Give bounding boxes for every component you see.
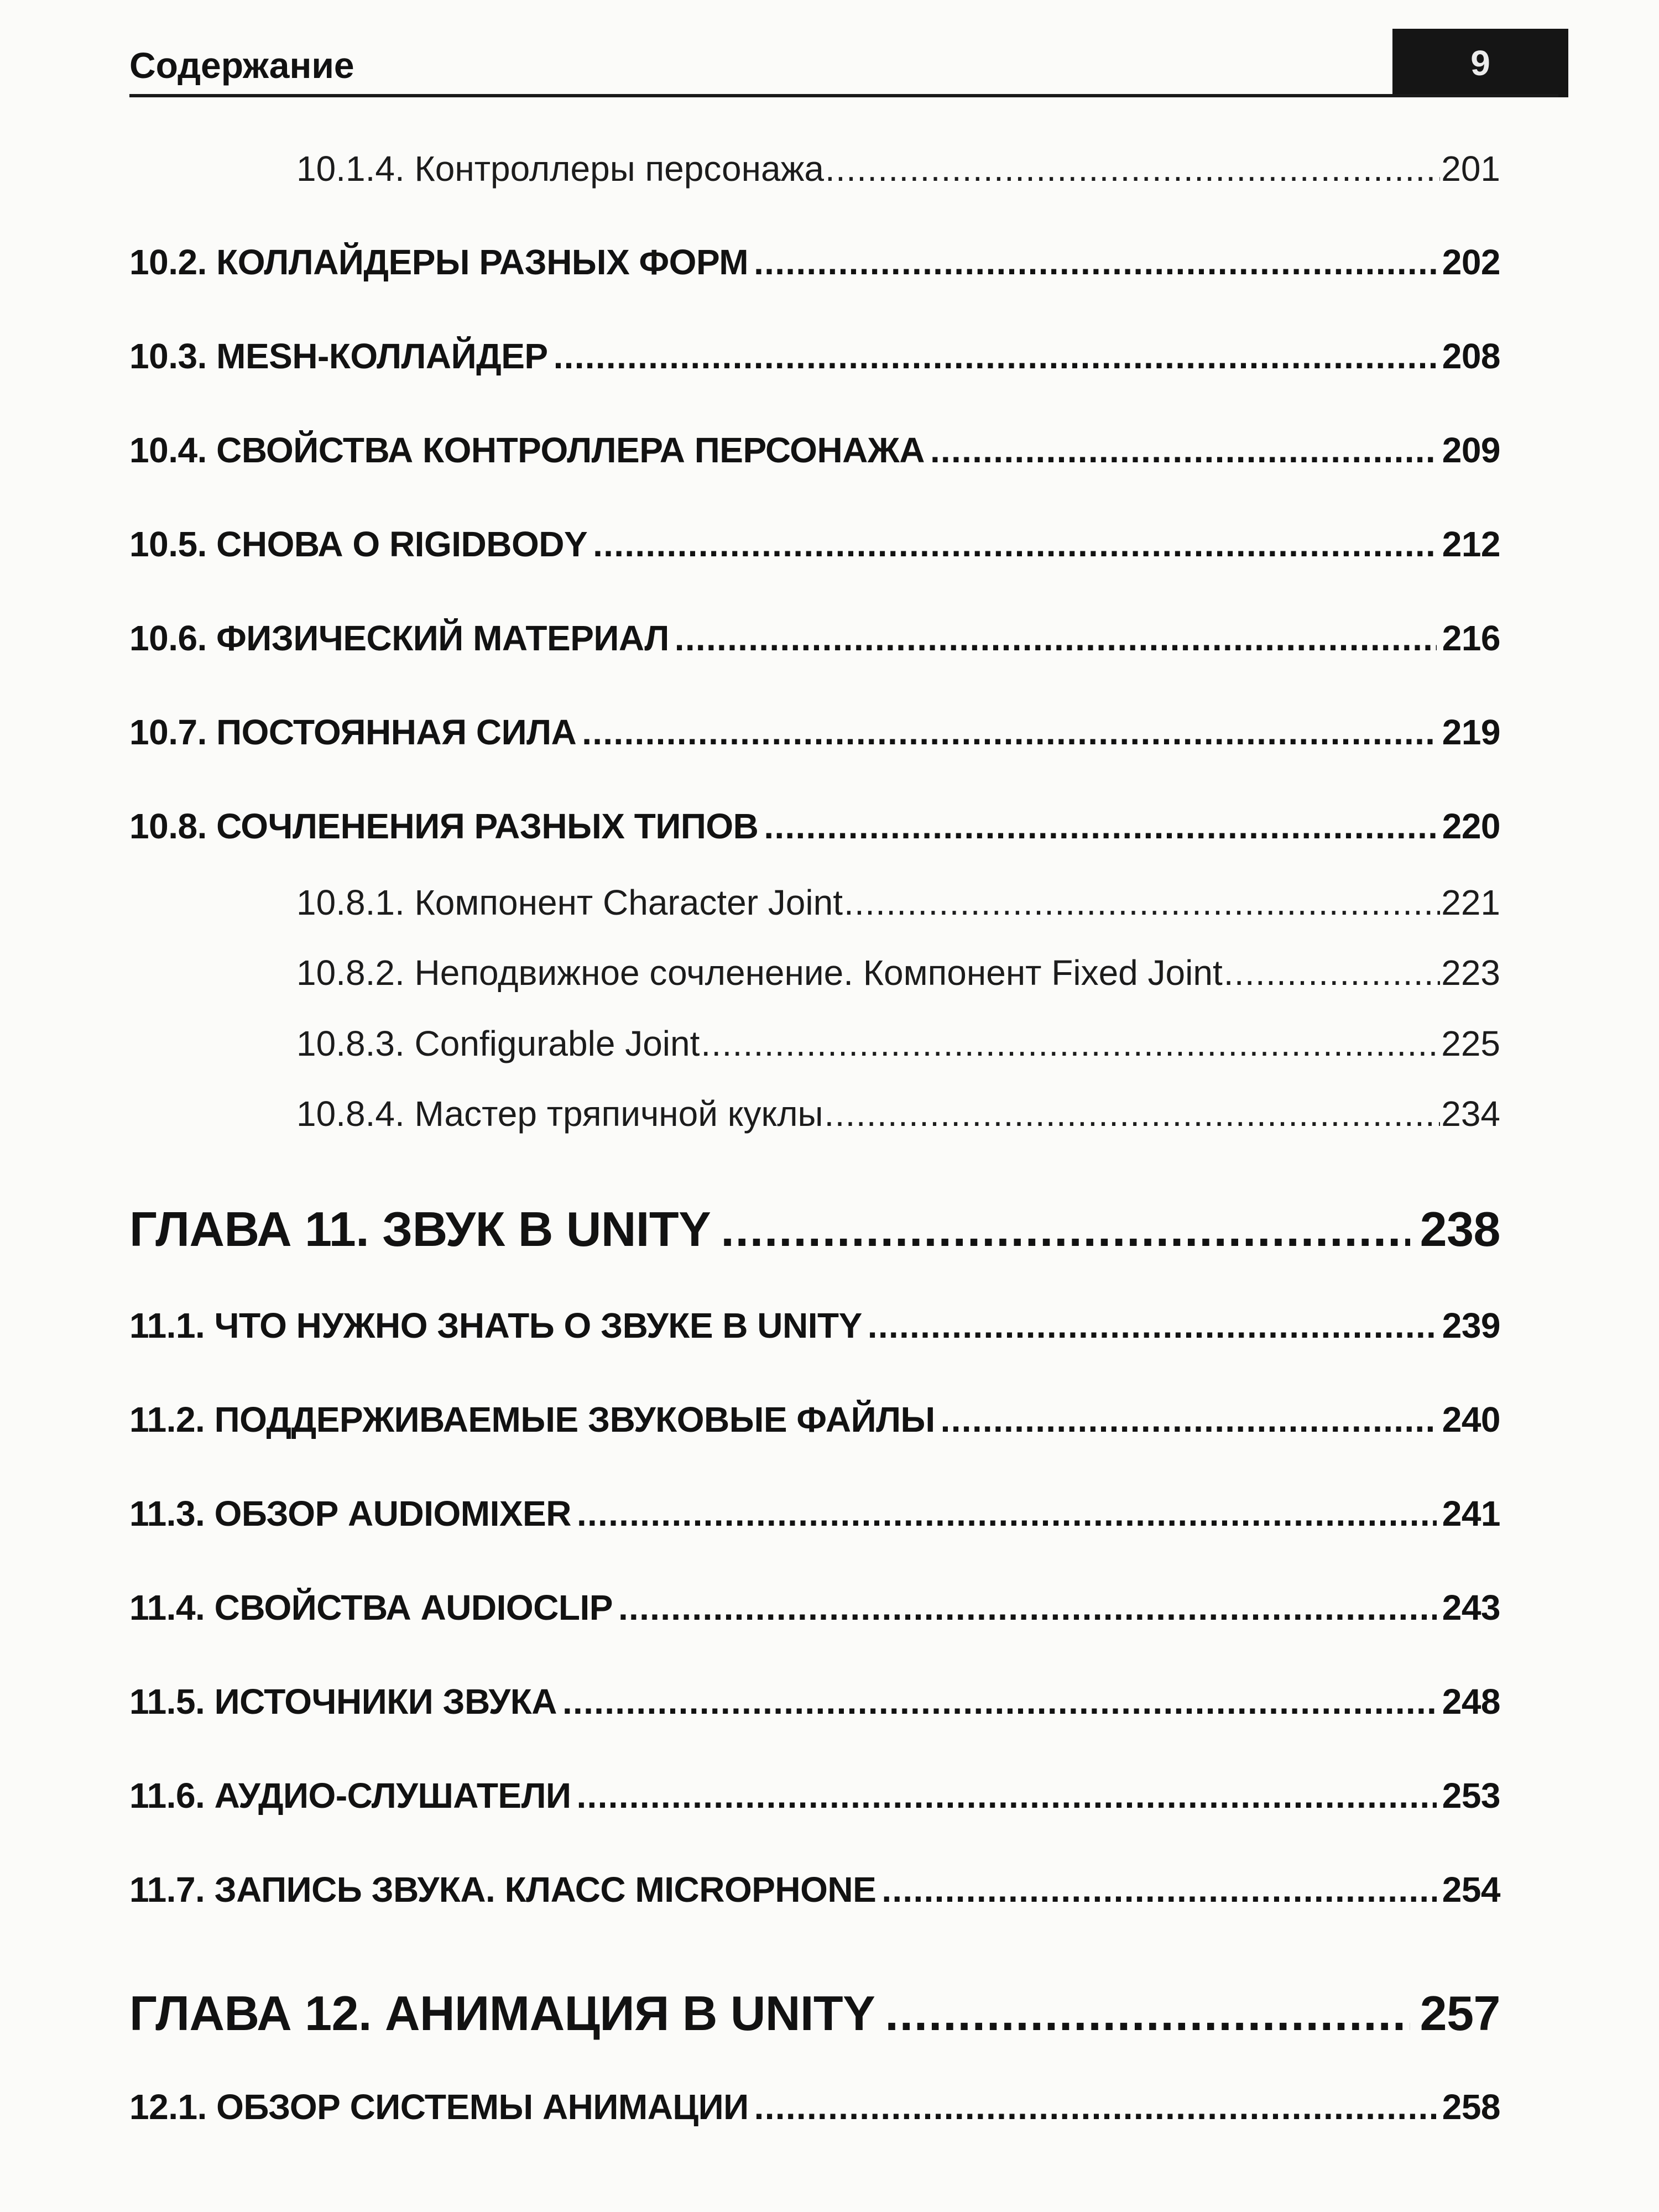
toc-entry-page: 212 xyxy=(1442,524,1500,564)
toc-entry-page: 248 xyxy=(1442,1682,1500,1721)
dot-leader xyxy=(754,242,1437,283)
toc-entry-section xyxy=(129,806,1500,847)
dot-leader xyxy=(844,882,1440,923)
toc-entry-section xyxy=(129,2086,1500,2127)
toc-entry-subsection xyxy=(296,1093,1500,1134)
dot-leader xyxy=(754,2086,1437,2127)
dot-leader xyxy=(582,712,1436,753)
dot-leader xyxy=(941,1399,1437,1440)
header-rule xyxy=(129,94,1558,97)
dot-leader xyxy=(721,1201,1410,1258)
toc-entry-page: 243 xyxy=(1442,1588,1500,1627)
toc-entry-title: 10.7. ПОСТОЯННАЯ СИЛА xyxy=(129,712,577,752)
toc-entry-page: 234 xyxy=(1441,1094,1500,1134)
page-number-box xyxy=(1392,29,1568,97)
toc-entry-section xyxy=(129,1399,1500,1440)
toc-entry-chapter xyxy=(129,1985,1500,2042)
toc-entry-title: ГЛАВА 12. АНИМАЦИЯ В UNITY xyxy=(129,1986,875,2041)
toc-entry-page: 221 xyxy=(1441,883,1500,922)
toc-entry-page: 201 xyxy=(1441,149,1500,189)
page-number: 9 xyxy=(1470,43,1490,83)
toc-entry-title: 11.7. ЗАПИСЬ ЗВУКА. КЛАСС MICROPHONE xyxy=(129,1870,877,1910)
toc-entry-title: ГЛАВА 11. ЗВУК В UNITY xyxy=(129,1202,711,1256)
dot-leader xyxy=(618,1587,1437,1628)
toc-entry-title: 12.1. ОБЗОР СИСТЕМЫ АНИМАЦИИ xyxy=(129,2087,749,2127)
toc-entry-page: 216 xyxy=(1442,618,1500,658)
toc-entry-section xyxy=(129,1493,1500,1534)
dot-leader xyxy=(881,1869,1436,1910)
toc-entry-page: 223 xyxy=(1441,953,1500,993)
dot-leader xyxy=(825,148,1440,189)
dot-leader xyxy=(562,1681,1437,1722)
toc-entry-title: 10.8.1. Компонент Character Joint xyxy=(296,883,843,922)
toc-entry-page: 240 xyxy=(1442,1400,1500,1439)
toc-entry-page: 202 xyxy=(1442,242,1500,282)
dot-leader xyxy=(885,1985,1410,2042)
toc-entry-title: 11.4. СВОЙСТВА AUDIOCLIP xyxy=(129,1588,613,1627)
toc-entry-title: 10.8.2. Неподвижное сочленение. Компонент Fixed Joint xyxy=(296,953,1223,993)
toc-entry-chapter xyxy=(129,1201,1500,1258)
toc-entry-title: 10.1.4. Контроллеры персонажа xyxy=(296,149,824,189)
toc-entry-page: 209 xyxy=(1442,430,1500,470)
toc-entry-subsection xyxy=(296,952,1500,993)
toc-entry-section xyxy=(129,618,1500,659)
toc-entry-title: 11.2. ПОДДЕРЖИВАЕМЫЕ ЗВУКОВЫЕ ФАЙЛЫ xyxy=(129,1400,935,1439)
toc-entry-section xyxy=(129,712,1500,753)
toc-entry-section xyxy=(129,336,1500,377)
running-header-title: Содержание xyxy=(129,45,354,86)
toc-entry-page: 258 xyxy=(1442,2087,1500,2127)
toc-entry-section xyxy=(129,242,1500,283)
toc-entry-section xyxy=(129,430,1500,471)
dot-leader xyxy=(930,430,1437,471)
toc-entry-page: 239 xyxy=(1442,1306,1500,1345)
dot-leader xyxy=(825,1093,1441,1134)
toc-entry-title: 10.6. ФИЗИЧЕСКИЙ МАТЕРИАЛ xyxy=(129,618,669,658)
toc-entry-page: 257 xyxy=(1420,1986,1500,2041)
toc-entry-title: 10.2. КОЛЛАЙДЕРЫ РАЗНЫХ ФОРМ xyxy=(129,242,749,282)
dot-leader xyxy=(577,1775,1437,1816)
dot-leader xyxy=(1224,952,1441,993)
toc-entry-page: 254 xyxy=(1442,1870,1500,1910)
dot-leader xyxy=(675,618,1437,659)
dot-leader xyxy=(554,336,1437,377)
toc-entry-title: 10.8. СОЧЛЕНЕНИЯ РАЗНЫХ ТИПОВ xyxy=(129,806,759,846)
dot-leader xyxy=(701,1023,1440,1064)
toc-entry-title: 10.4. СВОЙСТВА КОНТРОЛЛЕРА ПЕРСОНАЖА xyxy=(129,430,925,470)
toc-entry-page: 253 xyxy=(1442,1776,1500,1815)
toc-entry-title: 11.5. ИСТОЧНИКИ ЗВУКА xyxy=(129,1682,557,1721)
toc-entry-page: 219 xyxy=(1442,712,1500,752)
toc-entry-title: 10.5. СНОВА О RIGIDBODY xyxy=(129,524,588,564)
dot-leader xyxy=(868,1305,1437,1346)
toc-entry-title: 10.8.3. Configurable Joint xyxy=(296,1024,700,1063)
toc-entry-section xyxy=(129,524,1500,565)
toc-entry-page: 225 xyxy=(1441,1024,1500,1063)
toc-entry-title: 10.8.4. Мастер тряпичной куклы xyxy=(296,1094,823,1134)
toc-entry-section xyxy=(129,1681,1500,1722)
dot-leader xyxy=(593,524,1437,565)
toc-entry-subsection xyxy=(296,1023,1500,1064)
toc-entry-page: 241 xyxy=(1442,1494,1500,1533)
toc-entry-section xyxy=(129,1587,1500,1628)
toc-entry-subsection xyxy=(296,148,1500,189)
toc-entry-title: 11.1. ЧТО НУЖНО ЗНАТЬ О ЗВУКЕ В UNITY xyxy=(129,1306,862,1345)
toc-entry-page: 208 xyxy=(1442,336,1500,376)
toc-entry-page: 220 xyxy=(1442,806,1500,846)
toc-entry-section xyxy=(129,1775,1500,1816)
toc-entry-page: 238 xyxy=(1420,1202,1500,1256)
toc-entry-title: 11.3. ОБЗОР AUDIOMIXER xyxy=(129,1494,571,1533)
toc-entry-title: 11.6. АУДИО-СЛУШАТЕЛИ xyxy=(129,1776,571,1815)
toc-entry-section xyxy=(129,1869,1500,1910)
toc-entry-subsection xyxy=(296,882,1500,923)
toc-entry-title: 10.3. MESH-КОЛЛАЙДЕР xyxy=(129,336,548,376)
dot-leader xyxy=(577,1493,1437,1534)
dot-leader xyxy=(764,806,1436,847)
toc-entry-section xyxy=(129,1305,1500,1346)
